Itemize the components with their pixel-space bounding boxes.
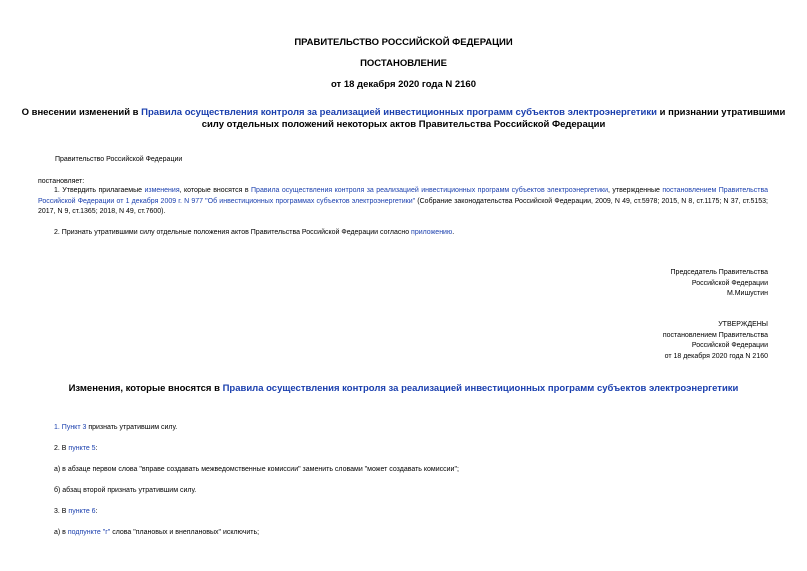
item-1 <box>54 423 177 434</box>
changes-link[interactable]: изменения <box>144 187 180 194</box>
item-2b: б) абзац второй признать утратившим силу. <box>54 487 197 494</box>
item-2-post: : <box>95 445 98 452</box>
item-3-post: : <box>95 508 98 515</box>
item-3-link[interactable]: пункте 6 <box>68 508 96 515</box>
rules-link[interactable]: Правила осуществления контроля за реализацией инвестиционных программ субъектов электроэнергетики <box>251 187 609 194</box>
doc-type-heading: ПОСТАНОВЛЕНИЕ <box>360 58 447 69</box>
item-2-pre: 2. В <box>54 445 69 452</box>
date-number: от 18 декабря 2020 года N 2160 <box>330 79 476 90</box>
signature-position: Председатель Правительства <box>670 269 768 276</box>
resolves-text: постановляет: <box>38 178 85 185</box>
item-3a-link[interactable]: подпункте "г" <box>67 529 111 536</box>
resolution-title <box>0 107 807 119</box>
signature-name: М.Мишустин <box>726 290 768 297</box>
title-post: и признании утратившими <box>657 107 786 118</box>
item-2a: а) в абзаце первом слова "вправе создавать межведомственные комиссии" заменить словами "может создавать комиссии"; <box>54 466 459 473</box>
appendix-link[interactable]: приложению <box>411 229 453 236</box>
approved-date: от 18 декабря 2020 года N 2160 <box>664 352 768 360</box>
rules-title-link[interactable]: Правила осуществления контроля за реализацией инвестиционных программ субъектов электроэнергетики <box>141 107 657 118</box>
government-heading: ПРАВИТЕЛЬСТВО РОССИЙСКОЙ ФЕДЕРАЦИИ <box>294 37 513 48</box>
item-3a-pre: а) в <box>54 529 68 536</box>
resolution-title-line2: силу отдельных положений некоторых актов Правительства Российской Федерации <box>201 119 606 130</box>
government-line: Правительство Российской Федерации <box>55 156 183 163</box>
approved-by: постановлением Правительства <box>662 331 768 339</box>
item-2 <box>54 444 98 455</box>
paragraph-2 <box>54 228 454 239</box>
p1-text-c: , утвержденные <box>608 187 663 194</box>
signature-country: Российской Федерации <box>691 279 768 287</box>
decree-link[interactable]: постановлением Правительства Российской Федерации от 1 декабря 2009 г. N 977 "Об инвестиционных программах субъектов электроэнергетики" <box>38 187 768 205</box>
item-3a <box>54 528 259 539</box>
signature-block <box>560 268 768 300</box>
paragraph-1 <box>38 186 768 218</box>
item-3 <box>54 507 98 518</box>
title-pre: О внесении изменений в <box>21 107 142 118</box>
item-1-text: признать утратившим силу. <box>86 424 178 431</box>
changes-title <box>0 383 807 395</box>
p1-text-d: (Собрание законодательства Российской Федерации, 2009, N 49, ст.5978; 2015, N 8, ст.1175; N 37, ст.5153; 2017, N 9, ст.1365; 2018, N 49, ст.7600). <box>38 197 768 215</box>
changes-rules-link[interactable]: Правила осуществления контроля за реализацией инвестиционных программ субъектов электроэнергетики <box>222 383 739 394</box>
p1-text-b: , которые вносятся в <box>179 187 252 194</box>
item-3a-post: слова "плановых и внеплановых" исключить; <box>110 529 260 536</box>
item-1-link[interactable]: 1. Пункт 3 <box>54 424 87 431</box>
approved-block <box>560 320 768 362</box>
approved-country: Российской Федерации <box>691 342 768 349</box>
p2-text-a: 2. Признать утратившими силу отдельные положения актов Правительства Российской Федерации согласно <box>54 229 412 236</box>
p2-text-b: . <box>452 229 455 236</box>
approved-label: УТВЕРЖДЕНЫ <box>718 321 768 328</box>
item-2-link[interactable]: пункте 5 <box>68 445 96 452</box>
p1-text-a: 1. Утвердить прилагаемые <box>54 187 145 194</box>
item-3-pre: 3. В <box>54 508 69 515</box>
changes-title-pre: Изменения, которые вносятся в <box>68 383 223 394</box>
